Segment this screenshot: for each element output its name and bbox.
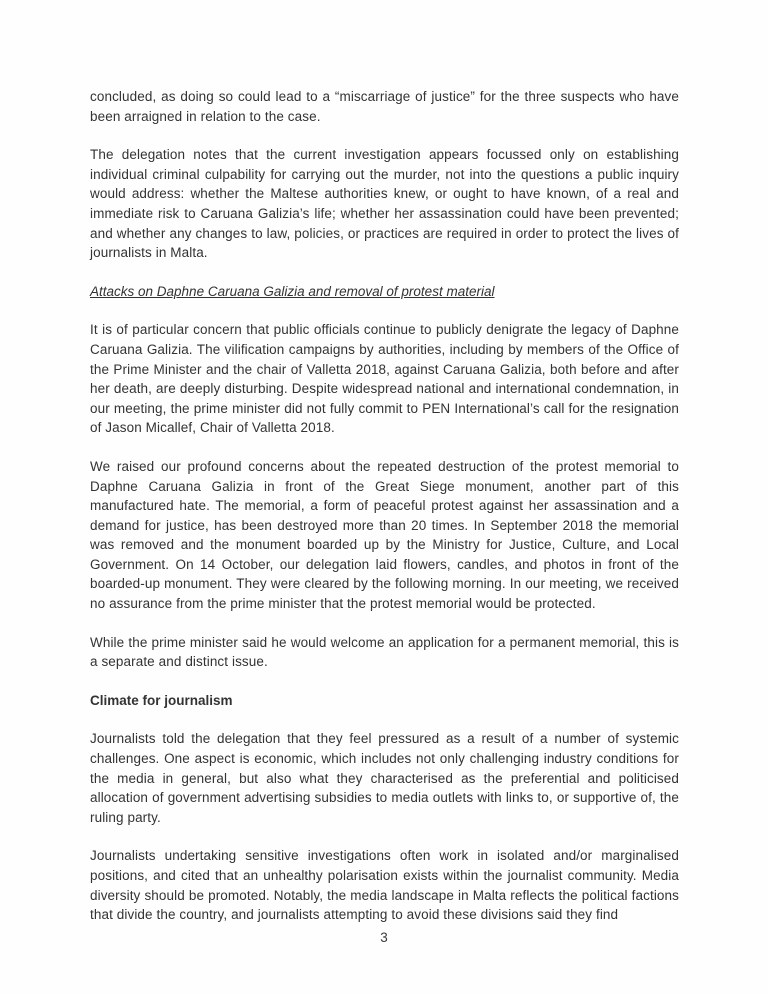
paragraph-delegation-notes: The delegation notes that the current investigation appears focussed only on establishing individual criminal culpability for carrying out the murder, not into the questions a public inquiry would address: whether the Maltese authorities knew, or ought to have known, of a real and immediate risk to Caruana Galizia’s life; whether her assassination could have been prevented; and whether any changes to law, policies, or practices are required in order to protect the lives of journalists in Malta. [90,147,679,261]
paragraph-public-officials: It is of particular concern that public officials continue to publicly denigrate the legacy of Daphne Caruana Galizia. The vilification campaigns by authorities, including by members of the Office of the Prime Minister and the chair of Valletta 2018, against Caruana Galizia, both before and after her death, are deeply disturbing. Despite widespread national and international condemnation, in our meeting, the prime minister did not fully commit to PEN International’s call for the resignation of Jason Micallef, Chair of Valletta 2018. [90,322,679,436]
section-heading-attacks: Attacks on Daphne Caruana Galizia and removal of protest material [90,283,495,299]
page-number: 3 [380,930,388,945]
section-heading-climate-for-journalism: Climate for journalism [90,692,233,708]
page-content [90,87,679,944]
paragraph-permanent-memorial: While the prime minister said he would welcome an application for a permanent memorial, this is a separate and distinct issue. [90,634,679,670]
paragraph-sensitive-investigations: Journalists undertaking sensitive investigations often work in isolated and/or marginalised positions, and cited that an unhealthy polarisation exists within the journalist community. Media diversity should be promoted. Notably, the media landscape in Malta reflects the political factions that divide the country, and journalists attempting to avoid these divisions said they find [90,848,679,923]
paragraph-suspects: concluded, as doing so could lead to a “miscarriage of justice” for the three suspects who have been arraigned in relation to the case. [90,89,679,124]
paragraph-protest-memorial: We raised our profound concerns about the repeated destruction of the protest memorial to Daphne Caruana Galizia in front of the Great Siege monument, another part of this manufactured hate. The memorial, a form of peaceful protest against her assassination and a demand for justice, has been destroyed more than 20 times. In September 2018 the memorial was removed and the monument boarded up by the Ministry for Justice, Culture, and Local Government. On 14 October, our delegation laid flowers, candles, and photos in front of the boarded-up monument. They were cleared by the following morning. In our meeting, we received no assurance from the prime minister that the protest memorial would be protected. [90,458,679,612]
paragraph-systemic-challenges: Journalists told the delegation that they feel pressured as a result of a number of systemic challenges. One aspect is economic, which includes not only challenging industry conditions for the media in general, but also what they characterised as the preferential and politicised allocation of government advertising subsidies to media outlets with links to, or supportive of, the ruling party. [90,731,679,825]
